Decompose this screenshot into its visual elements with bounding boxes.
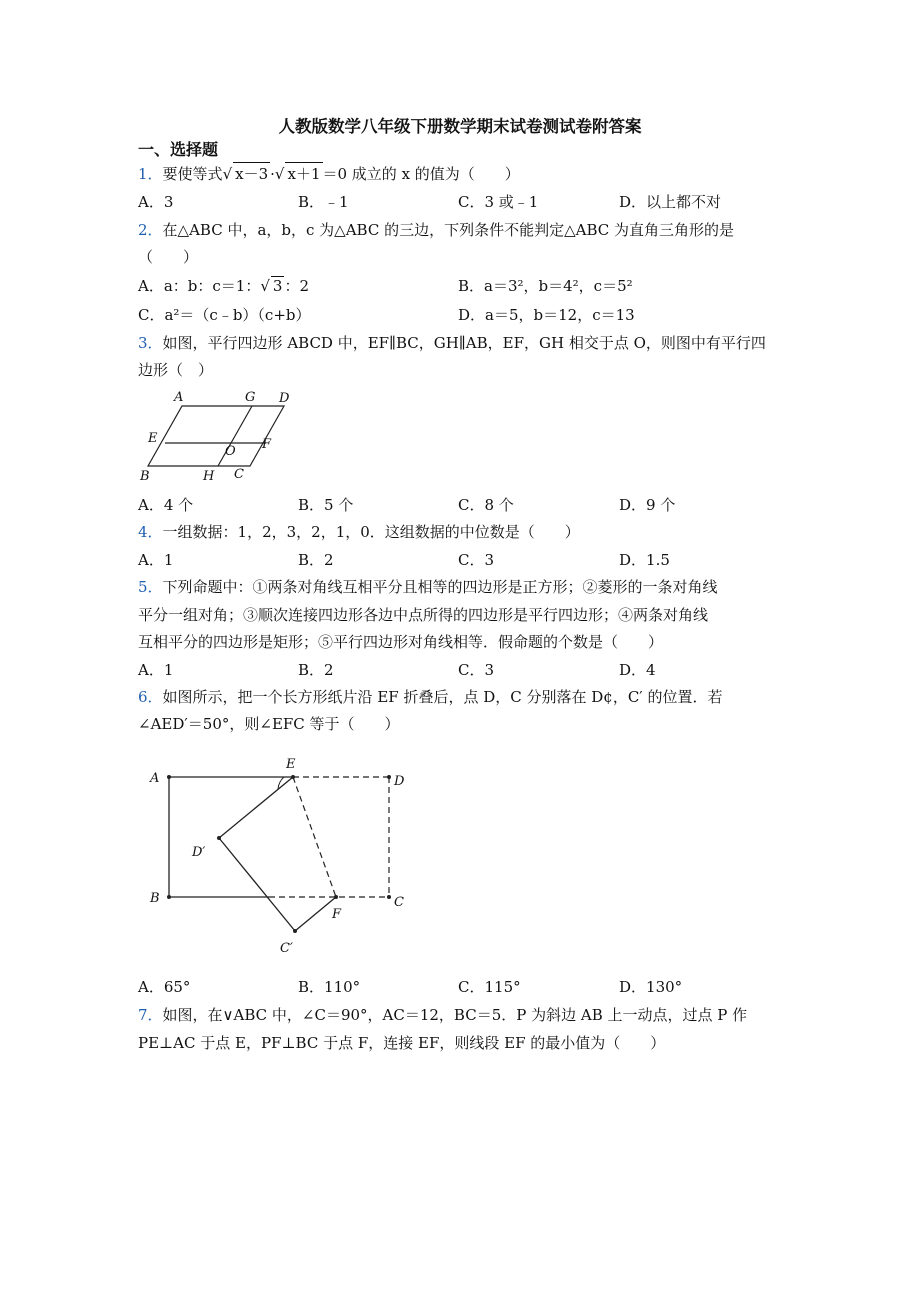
question-text: 如图所示，把一个长方形纸片沿 EF 折叠后，点 D，C 分别落在 D¢，C′ 的位置．若 xyxy=(162,688,723,706)
question-text: · xyxy=(270,165,275,183)
segment-dprime-cprime xyxy=(219,838,295,931)
option-d[interactable]: D．130° xyxy=(619,978,683,996)
option-a[interactable]: A．3 xyxy=(138,193,174,211)
label-d: D xyxy=(394,774,405,789)
question-number: 4． xyxy=(138,523,163,541)
point-d xyxy=(387,775,391,779)
radicand: 3 xyxy=(272,277,283,295)
question-text: 下列命题中：①两条对角线互相平分且相等的四边形是正方形；②菱形的一条对角线 xyxy=(162,578,718,596)
option-b[interactable]: B．2 xyxy=(298,661,334,679)
option-c[interactable]: C．3 或﹣1 xyxy=(458,193,539,211)
question-text: PE⊥AC 于点 E，PF⊥BC 于点 F，连接 EF，则线段 EF 的最小值为（ ） xyxy=(138,1034,666,1052)
option-b[interactable]: B．5 个 xyxy=(298,496,354,514)
point-a xyxy=(167,775,171,779)
label-b: B xyxy=(150,891,160,906)
question-2 xyxy=(138,219,734,240)
label-f: F xyxy=(262,437,272,452)
option-a[interactable]: A．4 个 xyxy=(138,496,194,514)
option-text: A．a：b：c＝1： xyxy=(138,277,261,295)
question-text: ＝0 成立的 x 的值为（ ） xyxy=(322,165,520,183)
option-c[interactable]: C．a²＝（c﹣b）（c+b） xyxy=(138,306,311,324)
option-a[interactable] xyxy=(138,275,309,296)
label-e: E xyxy=(286,757,296,772)
question-text: （ ） xyxy=(138,248,199,266)
question-7 xyxy=(138,1004,747,1025)
option-a[interactable]: A．65° xyxy=(138,978,191,996)
radicand: x－3 xyxy=(233,162,270,184)
label-e: E xyxy=(148,431,158,446)
option-c[interactable]: C．3 xyxy=(458,551,495,569)
option-b[interactable]: B．110° xyxy=(298,978,361,996)
option-d[interactable]: D．1.5 xyxy=(619,551,670,569)
sqrt-symbol: √ xyxy=(222,165,233,183)
page-title: 人教版数学八年级下册数学期末试卷测试卷附答案 xyxy=(278,117,642,136)
label-b: B xyxy=(140,469,150,484)
point-e xyxy=(291,775,295,779)
label-d: D xyxy=(279,391,290,406)
label-o: O xyxy=(225,444,236,459)
option-text: ：2 xyxy=(284,277,309,295)
option-a[interactable]: A．1 xyxy=(138,661,174,679)
label-h: H xyxy=(203,469,215,484)
radicand: x＋1 xyxy=(285,162,322,184)
label-a: A xyxy=(150,771,160,786)
option-d[interactable]: D．9 个 xyxy=(619,496,676,514)
question-number: 3． xyxy=(138,334,163,352)
question-number: 1． xyxy=(138,165,163,183)
option-d[interactable]: D．a＝5，b＝12，c＝13 xyxy=(458,306,635,324)
option-b[interactable]: B．2 xyxy=(298,551,334,569)
question-text: 如图，在∨ABC 中，∠C＝90°，AC＝12，BC＝5．P 为斜边 AB 上一动点，过点 P 作 xyxy=(162,1006,748,1024)
question-text: 一组数据：1，2，3，2，1，0．这组数据的中位数是（ ） xyxy=(162,523,580,541)
sqrt-symbol: √ xyxy=(260,277,270,295)
label-c: C xyxy=(234,467,244,482)
label-c: C xyxy=(394,895,404,910)
segment-cprime-f xyxy=(295,897,336,931)
question-text: 在△ABC 中，a，b，c 为△ABC 的三边，下列条件不能判定△ABC 为直角三角形的是 xyxy=(162,221,735,239)
option-d[interactable]: D．以上都不对 xyxy=(619,193,722,211)
point-f xyxy=(334,895,338,899)
segment-ed-prime xyxy=(219,777,293,838)
label-f: F xyxy=(332,907,342,922)
label-d-prime: D′ xyxy=(192,845,206,860)
option-d[interactable]: D．4 xyxy=(619,661,656,679)
question-4 xyxy=(138,521,580,542)
option-b[interactable]: B．a＝3²，b＝4²，c＝5² xyxy=(458,277,633,295)
question-6 xyxy=(138,686,722,707)
question-number: 2． xyxy=(138,221,163,239)
point-c-prime xyxy=(293,929,297,933)
option-c[interactable]: C．115° xyxy=(458,978,521,996)
section-heading: 一、选择题 xyxy=(138,140,219,159)
question-number: 5． xyxy=(138,578,163,596)
question-3 xyxy=(138,332,766,353)
option-a[interactable]: A．1 xyxy=(138,551,174,569)
point-d-prime xyxy=(217,836,221,840)
question-5 xyxy=(138,576,718,597)
parallelogram-figure xyxy=(138,388,298,483)
fold-line-ef xyxy=(293,777,336,897)
label-c-prime: C′ xyxy=(280,941,293,956)
sqrt-symbol: √ xyxy=(274,165,285,183)
question-text: 如图，平行四边形 ABCD 中，EF∥BC，GH∥AB，EF，GH 相交于点 O，则图中有平行四 xyxy=(162,334,766,352)
question-1 xyxy=(138,162,520,184)
question-text: 边形（ ） xyxy=(138,361,214,379)
question-number: 6． xyxy=(138,688,163,706)
question-text: ∠AED′＝50°，则∠EFC 等于（ ） xyxy=(138,715,400,733)
parallelogram-abcd xyxy=(148,406,284,466)
option-c[interactable]: C．8 个 xyxy=(458,496,514,514)
question-text: 互相平分的四边形是矩形；⑤平行四边形对角线相等．假命题的个数是（ ） xyxy=(138,633,664,651)
option-b[interactable]: B．﹣1 xyxy=(298,193,349,211)
question-number: 7． xyxy=(138,1006,163,1024)
label-a: A xyxy=(174,390,184,405)
question-text: 平分一组对角；③顺次连接四边形各边中点所得的四边形是平行四边形；④两条对角线 xyxy=(138,606,709,624)
point-c xyxy=(387,895,391,899)
label-g: G xyxy=(245,390,256,405)
option-c[interactable]: C．3 xyxy=(458,661,495,679)
folded-rectangle-figure xyxy=(140,750,420,965)
question-text: 要使等式 xyxy=(162,165,223,183)
point-b xyxy=(167,895,171,899)
